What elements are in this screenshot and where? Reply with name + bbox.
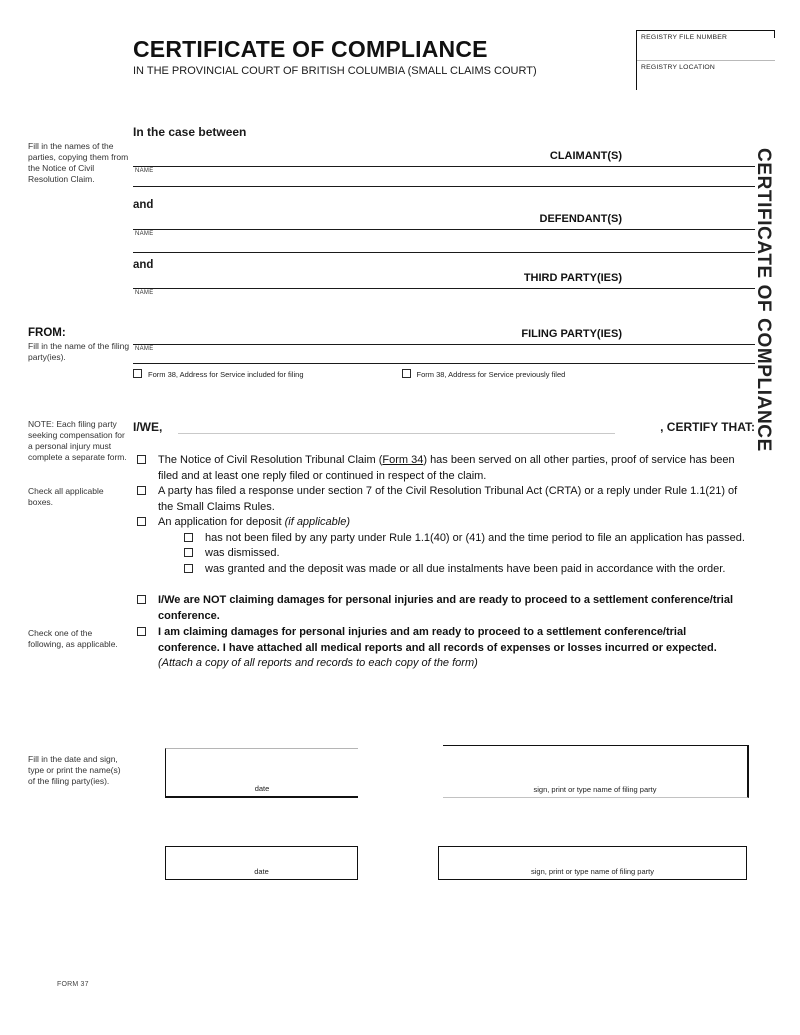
- registry-file-number-label: REGISTRY FILE NUMBER: [641, 34, 728, 41]
- filing-party-name-caption: NAME: [135, 346, 154, 352]
- deposit-sub-granted-text: was granted and the deposit was made or all due instalments have been paid in accordance with the order.: [205, 562, 726, 575]
- signature-name-label-2: sign, print or type name of filing party: [531, 867, 654, 876]
- form38-previously-filed-option: [402, 369, 566, 379]
- signature-date-box-1[interactable]: [165, 748, 358, 798]
- certify-item-claiming-text-italic: (Attach a copy of all reports and records to each copy of the form): [158, 657, 478, 669]
- vertical-form-title: CERTIFICATE OF COMPLIANCE: [753, 148, 774, 452]
- signature-name-label-1: sign, print or type name of filing party: [533, 785, 657, 794]
- certify-item-claiming: [133, 625, 755, 672]
- certify-item-deposit-text-main: An application for deposit: [158, 516, 285, 528]
- certify-item-deposit-text: [158, 515, 738, 531]
- form38-previously-filed-label: Form 38, Address for Service previously filed: [416, 370, 566, 379]
- page-title: CERTIFICATE OF COMPLIANCE: [133, 36, 488, 62]
- certify-item-not-claiming-checkbox[interactable]: [137, 595, 146, 604]
- deposit-sub-granted-checkbox[interactable]: [184, 564, 193, 573]
- certify-item-served-text-post: ) has been served on all other parties, proof of service has been filed and at least one reply filed or continued in respect of the claim.: [158, 454, 735, 482]
- certify-item-served-text: [158, 453, 738, 484]
- deposit-sub-not-filed: [180, 531, 755, 547]
- margin-note-from: Fill in the name of the filing party(ies).: [28, 341, 130, 362]
- form38-included-label: Form 38, Address for Service included for filing: [148, 370, 304, 379]
- iwe-name-fill-line[interactable]: [178, 433, 615, 434]
- certify-item-claiming-text-main: I am claiming damages for personal injuries and am ready to proceed to a settlement conference/trial conference. I have attached all medical reports and all records of expenses or losses incurred or expected.: [158, 626, 717, 654]
- iwe-label: I/WE,: [133, 420, 163, 434]
- from-label: FROM:: [28, 327, 66, 339]
- certify-item-claiming-checkbox[interactable]: [137, 627, 146, 636]
- certify-item-not-claiming: [133, 593, 755, 624]
- form38-options-row: [133, 369, 755, 379]
- certify-item-served: [133, 453, 755, 484]
- defendant-name-caption: NAME: [135, 231, 154, 237]
- and-label-1: and: [133, 199, 154, 211]
- registry-location-label: REGISTRY LOCATION: [641, 64, 716, 71]
- signature-name-box-1[interactable]: [443, 745, 749, 798]
- margin-note-check-all: Check all applicable boxes.: [28, 486, 104, 507]
- certify-item-not-claiming-text: I/We are NOT claiming damages for personal injuries and are ready to proceed to a settlement conference/trial conference.: [158, 594, 734, 622]
- page-subtitle: IN THE PROVINCIAL COURT OF BRITISH COLUMBIA (SMALL CLAIMS COURT): [133, 65, 537, 77]
- certify-item-deposit: [133, 515, 755, 531]
- claimant-name-line-2[interactable]: [133, 186, 755, 187]
- certify-item-served-checkbox[interactable]: [137, 455, 146, 464]
- registry-file-number-field[interactable]: [637, 31, 775, 61]
- certify-item-response-filed-text: A party has filed a response under section 7 of the Civil Resolution Tribunal Act (CRTA) or a reply under Rule 1.1(21) of the Small Claims Rules.: [158, 485, 738, 513]
- deposit-sub-granted: [180, 562, 755, 578]
- certify-item-deposit-checkbox[interactable]: [137, 517, 146, 526]
- certify-that-label: , CERTIFY THAT:: [660, 420, 755, 434]
- margin-note-check-one: Check one of the following, as applicable.: [28, 628, 118, 649]
- signature-date-box-2[interactable]: [165, 846, 358, 880]
- defendant-label: DEFENDANT(S): [539, 213, 622, 225]
- certify-item-served-text-pre: The Notice of Civil Resolution Tribunal Claim (: [158, 454, 383, 466]
- certify-item-response-filed-checkbox[interactable]: [137, 486, 146, 495]
- third-party-name-caption: NAME: [135, 290, 154, 296]
- signature-name-box-2[interactable]: [438, 846, 747, 880]
- form38-included-checkbox[interactable]: [133, 369, 142, 378]
- certify-list: [133, 453, 755, 672]
- deposit-sub-dismissed: [180, 546, 755, 562]
- claimant-name-caption: NAME: [135, 168, 154, 174]
- registry-box: [636, 30, 775, 90]
- margin-note-parties: Fill in the names of the parties, copying them from the Notice of Civil Resolution Claim.: [28, 141, 129, 184]
- case-heading: In the case between: [133, 125, 247, 139]
- deposit-sub-not-filed-checkbox[interactable]: [184, 533, 193, 542]
- deposit-sub-not-filed-text: has not been filed by any party under Rule 1.1(40) or (41) and the time period to file an application has passed.: [205, 531, 745, 544]
- iwe-row: [133, 418, 755, 436]
- signature-date-label-2: date: [254, 867, 269, 876]
- filing-party-name-line-2[interactable]: [133, 363, 755, 364]
- certify-item-response-filed: [133, 484, 755, 515]
- defendant-name-line-2[interactable]: [133, 252, 755, 253]
- certify-item-deposit-text-italic: (if applicable): [284, 516, 351, 528]
- filing-party-label: FILING PARTY(IES): [521, 328, 622, 340]
- form-number: FORM 37: [57, 981, 89, 988]
- and-label-2: and: [133, 259, 154, 271]
- margin-note-sign: Fill in the date and sign, type or print the name(s) of the filing party(ies).: [28, 754, 121, 786]
- registry-location-field[interactable]: [637, 61, 775, 91]
- defendant-name-line[interactable]: [133, 229, 755, 230]
- third-party-label: THIRD PARTY(IES): [523, 272, 622, 284]
- deposit-sub-dismissed-checkbox[interactable]: [184, 548, 193, 557]
- signature-date-label-1: date: [254, 784, 270, 793]
- form-34-link[interactable]: Form 34: [382, 454, 424, 466]
- form38-previously-filed-checkbox[interactable]: [402, 369, 411, 378]
- deposit-sub-dismissed-text: was dismissed.: [205, 547, 280, 559]
- margin-note-personal-injury: NOTE: Each filing party seeking compensation for a personal injury must complete a separate form.: [28, 419, 127, 462]
- filing-party-name-line[interactable]: [133, 344, 755, 345]
- claimant-name-line[interactable]: [133, 166, 755, 167]
- certify-item-claiming-text: [158, 625, 738, 672]
- form38-included-option: [133, 369, 304, 379]
- third-party-name-line[interactable]: [133, 288, 755, 289]
- claimant-label: CLAIMANT(S): [549, 150, 622, 162]
